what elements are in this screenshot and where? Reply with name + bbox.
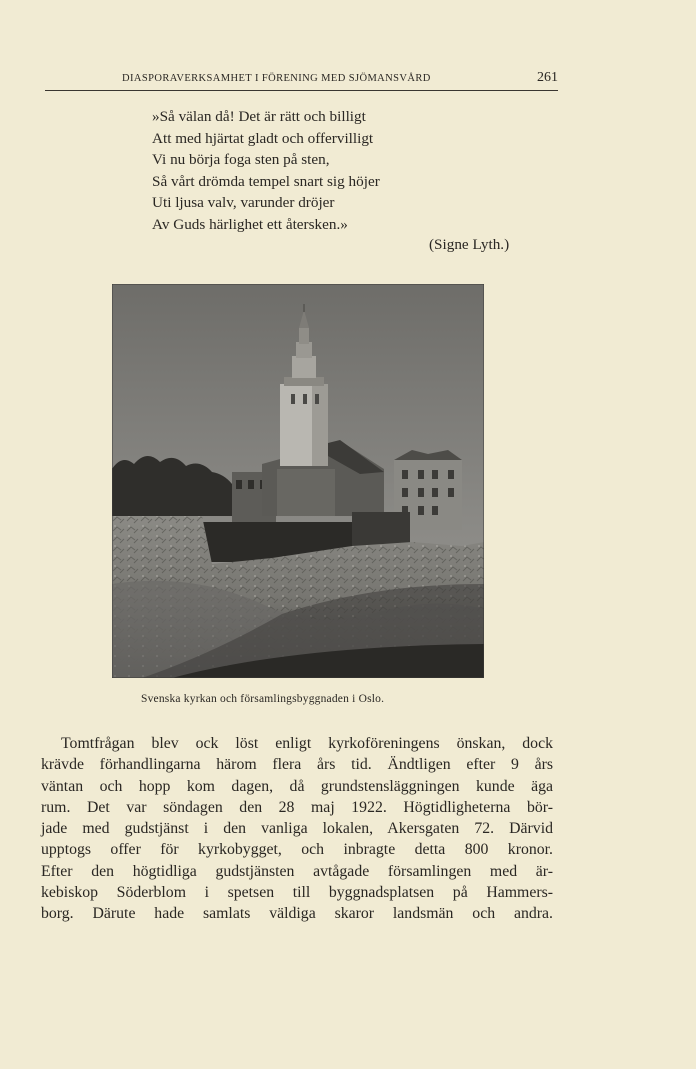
church-photograph xyxy=(112,284,484,678)
running-title: DIASPORAVERKSAMHET I FÖRENING MED SJÖMANSVÅRD xyxy=(122,73,431,84)
body-paragraph xyxy=(41,733,553,925)
poem-line: Av Guds härlighet ett återsken.» xyxy=(152,215,348,233)
poem-line: Så vårt drömda tempel snart sig höjer xyxy=(152,172,380,190)
poem-line: »Så välan då! Det är rätt och billigt xyxy=(152,108,366,125)
body-line: kebiskop Söderblom i spetsen till byggnadsplatsen på Hammers- xyxy=(41,884,553,902)
body-line: Tomtfrågan blev ock löst enligt kyrkoföreningens önskan, dock xyxy=(61,735,553,752)
poem xyxy=(152,106,380,236)
poem-author: (Signe Lyth.) xyxy=(429,236,510,253)
figure-caption: Svenska kyrkan och församlingsbyggnaden i Oslo. xyxy=(141,693,385,705)
body-line: jade med gudstjänst i den vanliga lokalen, Akersgaten 72. Därvid xyxy=(41,820,553,838)
header-rule xyxy=(45,90,558,91)
poem-line: Uti ljusa valv, varunder dröjer xyxy=(152,194,335,212)
page-number: 261 xyxy=(537,70,558,85)
body-line: upptogs offer för kyrkobygget, och inbragte detta 800 kronor. xyxy=(41,841,553,859)
body-line: Efter den högtidliga gudstjänsten avtågade församlingen med är- xyxy=(41,862,553,880)
body-line: rum. Det var söndagen den 28 maj 1922. Högtidligheterna bör- xyxy=(41,798,553,816)
poem-line: Att med hjärtat gladt och offervilligt xyxy=(152,129,374,147)
body-line: borg. Därute hade samlats väldiga skaror landsmän och andra. xyxy=(41,905,553,923)
body-line: krävde förhandlingarna härom flera års tid. Ändtligen efter 9 års xyxy=(41,756,553,774)
poem-line: Vi nu börja foga sten på sten, xyxy=(152,151,330,169)
body-line: väntan och hopp kom dagen, då grundstensläggningen kunde äga xyxy=(41,777,553,795)
running-head xyxy=(122,70,558,86)
